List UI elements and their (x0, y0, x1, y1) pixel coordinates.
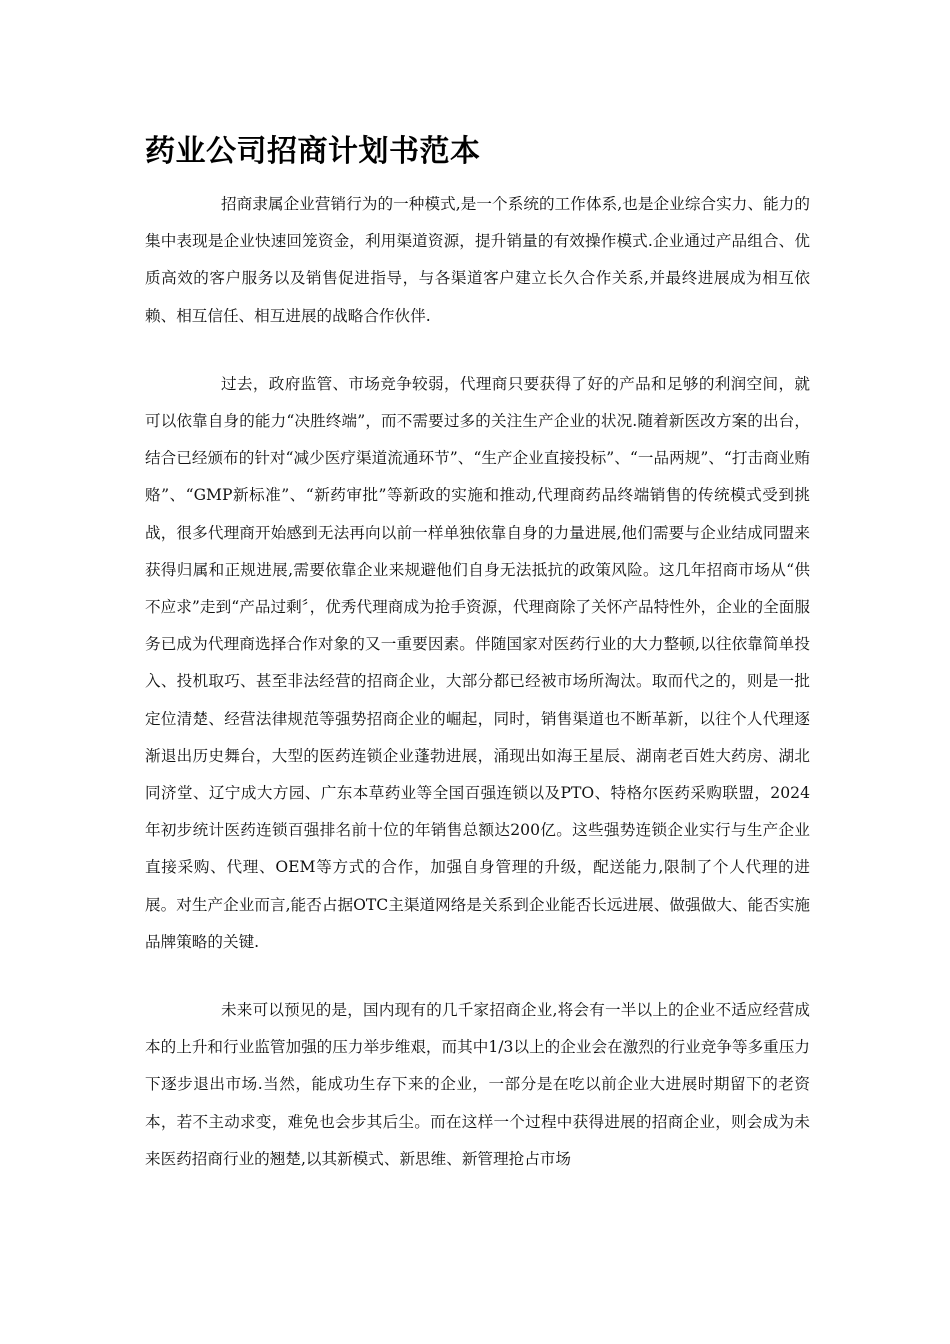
paragraph-intro: 招商隶属企业营销行为的一种模式,是一个系统的工作体系,也是企业综合实力、能力的集中表现是企业快速回笼资金，利用渠道资源，提升销量的有效操作模式.企业通过产品组合、优质高效的客户服务以及销售促进指导，与各渠道客户建立长久合作关系,并最终进展成为相互依赖、相互信任、相互进展的战略合作伙伴. (145, 195, 810, 325)
paragraph-background: 过去，政府监管、市场竞争较弱，代理商只要获得了好的产品和足够的利润空间，就可以依靠自身的能力“决胜终端”，而不需要过多的关注生产企业的状况.随着新医改方案的出台，结合已经颁布的针对“减少医疗渠道流通环节”、“生产企业直接投标”、“一品两规”、“打击商业贿赂”、“GMP新标准”、“新药审批”等新政的实施和推动,代理商药品终端销售的传统模式受到挑战，很多代理商开始感到无法再向以前一样单独依靠自身的力量进展,他们需要与企业结成同盟来获得归属和正规进展,需要依靠企业来规避他们自身无法抵抗的政策风险。这几年招商市场从“供不应求”走到“产品过剩〞，优秀代理商成为抢手资源，代理商除了关怀产品特性外，企业的全面服务已成为代理商选择合作对象的又一重要因素。伴随国家对医药行业的大力整顿,以往依靠简单投入、投机取巧、甚至非法经营的招商企业，大部分都已经被市场所淘汰。取而代之的，则是一批定位清楚、经营法律规范等强势招商企业的崛起，同时，销售渠道也不断革新，以往个人代理逐渐退出历史舞台，大型的医药连锁企业蓬勃进展，涌现出如海王星辰、湖南老百姓大药房、湖北同济堂、辽宁成大方园、广东本草药业等全国百强连锁以及PTO、特格尔医药采购联盟，2024年初步统计医药连锁百强排名前十位的年销售总额达200亿。这些强势连锁企业实行与生产企业直接采购、代理、OEM等方式的合作，加强自身管理的升级，配送能力,限制了个人代理的进展。对生产企业而言,能否占据OTC主渠道网络是关系到企业能否长远进展、做强做大、能否实施品牌策略的关键. (145, 374, 810, 951)
document-body (145, 186, 810, 1178)
document-title: 药业公司招商计划书范本 (145, 134, 481, 169)
paragraph-outlook: 未来可以预见的是，国内现有的几千家招商企业,将会有一半以上的企业不适应经营成本的上升和行业监管加强的压力举步维艰，而其中1/3以上的企业会在激烈的行业竞争等多重压力下逐步退出市场.当然，能成功生存下来的企业，一部分是在吃以前企业大进展时期留下的老资本，若不主动求变，难免也会步其后尘。而在这样一个过程中获得进展的招商企业，则会成为未来医药招商行业的翘楚,以其新模式、新思维、新管理抢占市场 (145, 1001, 810, 1168)
